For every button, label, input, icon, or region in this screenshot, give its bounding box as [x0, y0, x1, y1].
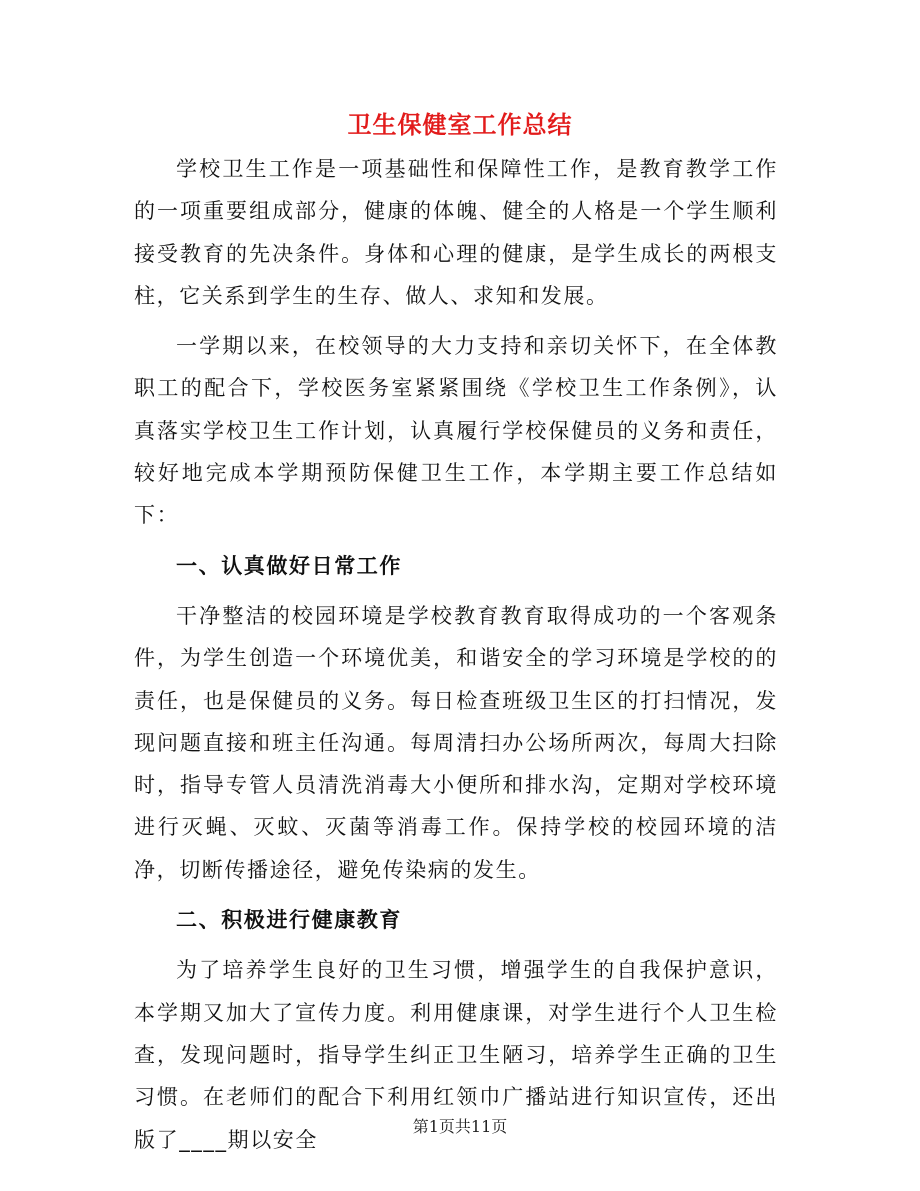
section-heading-daily-work: 一、认真做好日常工作 — [176, 553, 402, 578]
document-body — [134, 148, 778, 1169]
page-number-footer: 第1页共11页 — [412, 1117, 508, 1136]
document-title: 卫生保健室工作总结 — [347, 111, 573, 139]
paragraph-summary: 一学期以来，在校领导的大力支持和亲切关怀下，在全体教职工的配合下，学校医务室紧紧围绕《学校卫生工作条例》，认真落实学校卫生工作计划，认真履行学校保健员的义务和责任，较好地完成本学期预防保健卫生工作，本学期主要工作总结如下： — [134, 334, 778, 528]
section-heading-health-education: 二、积极进行健康教育 — [176, 908, 402, 933]
paragraph-daily-work: 干净整洁的校园环境是学校教育教育取得成功的一个客观条件，为学生创造一个环境优美，和谐安全的学习环境是学校的的责任，也是保健员的义务。每日检查班级卫生区的打扫情况，发现问题直接和班主任沟通。每周清扫办公场所两次，每周大扫除时，指导专管人员清洗消毒大小便所和排水沟，定期对学校环境进行灭蝇、灭蚊、灭菌等消毒工作。保持学校的校园环境的洁净，切断传播途径，避免传染病的发生。 — [134, 603, 778, 882]
paragraph-health-education: 为了培养学生良好的卫生习惯，增强学生的自我保护意识，本学期又加大了宣传力度。利用健康课，对学生进行个人卫生检查，发现问题时，指导学生纠正卫生陋习，培养学生正确的卫生习惯。在老师们的配合下利用红领巾广播站进行知识宣传，还出版了____期以安全 — [134, 958, 778, 1152]
paragraph-intro: 学校卫生工作是一项基础性和保障性工作，是教育教学工作的一项重要组成部分，健康的体魄、健全的人格是一个学生顺利接受教育的先决条件。身体和心理的健康，是学生成长的两根支柱，它关系到学生的生存、做人、求知和发展。 — [134, 157, 778, 308]
